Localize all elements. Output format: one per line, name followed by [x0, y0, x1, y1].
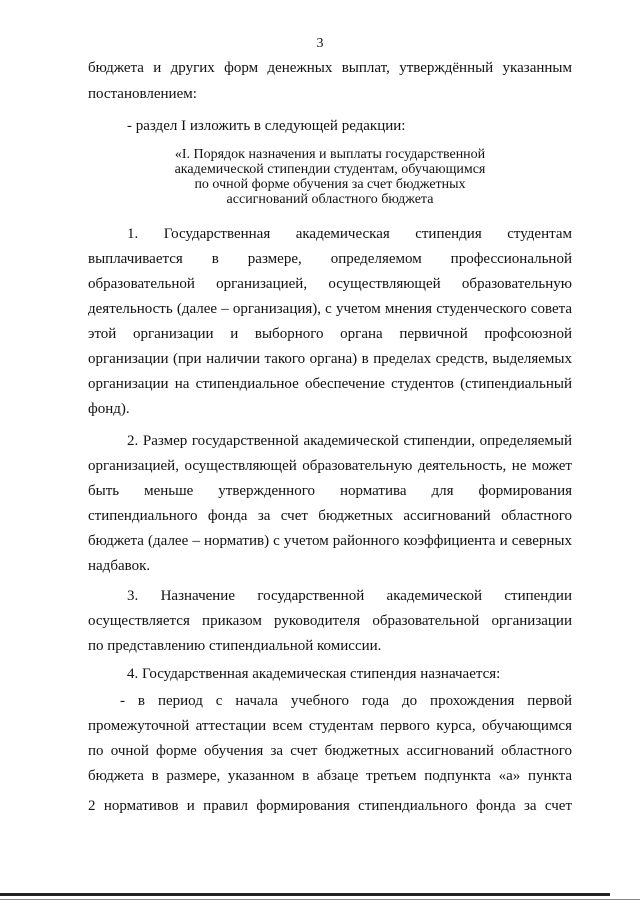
scan-edge-line: [0, 893, 610, 896]
text-line: 4. Государственная академическая стипендия назначается:: [127, 666, 501, 682]
text-line: надбавок.: [88, 558, 151, 574]
text-line: - в период с начала учебного года до прохождения первой: [120, 693, 572, 709]
text-line: осуществляется приказом руководителя образовательной организации: [88, 613, 572, 629]
section-heading-line: по очной форме обучения за счет бюджетных: [194, 177, 466, 192]
text-line: бюджета и других форм денежных выплат, утверждённый указанным: [88, 60, 572, 76]
text-line: постановлением:: [88, 86, 197, 102]
text-line: организации (при наличии такого органа) в пределах средств, выделяемых: [88, 351, 572, 367]
text-line: по представлению стипендиальной комиссии.: [88, 638, 382, 654]
text-line: организацией, осуществляющей образовательную деятельность, не может: [88, 458, 572, 474]
text-line: образовательной организацией, осуществляющей образовательную: [88, 276, 572, 292]
text-line: 2 нормативов и правил формирования стипендиального фонда за счет: [88, 798, 572, 814]
text-line: быть меньше утвержденного норматива для формирования: [88, 483, 572, 499]
text-line: промежуточной аттестации всем студентам первого курса, обучающимся: [88, 718, 572, 734]
text-line: 3. Назначение государственной академической стипендии: [127, 588, 572, 604]
text-line: этой организации и выборного органа первичной профсоюзной: [88, 326, 572, 342]
page-number: 3: [316, 36, 324, 51]
text-line: - раздел I изложить в следующей редакции:: [127, 118, 406, 134]
text-line: выплачивается в размере, определяемом профессиональной: [88, 251, 572, 267]
text-line: 1. Государственная академическая стипендия студентам: [127, 226, 572, 242]
text-line: организации на стипендиальное обеспечение студентов (стипендиальный: [88, 376, 572, 392]
text-line: фонд).: [88, 401, 130, 417]
text-line: деятельность (далее – организация), с учетом мнения студенческого совета: [88, 301, 572, 317]
section-heading-line: «I. Порядок назначения и выплаты государственной: [174, 147, 486, 162]
text-line: 2. Размер государственной академической стипендии, определяемый: [127, 433, 572, 449]
section-heading-line: академической стипендии студентам, обучающимся: [174, 162, 486, 177]
text-line: бюджета (далее – норматив) с учетом районного коэффициента и северных: [88, 533, 572, 549]
text-line: по очной форме обучения за счет бюджетных ассигнований областного: [88, 743, 572, 759]
text-line: стипендиального фонда за счет бюджетных ассигнований областного: [88, 508, 572, 524]
section-heading-line: ассигнований областного бюджета: [226, 192, 434, 207]
scan-edge-line: [0, 899, 640, 900]
text-line: бюджета в размере, указанном в абзаце третьем подпункта «а» пункта: [88, 768, 572, 784]
